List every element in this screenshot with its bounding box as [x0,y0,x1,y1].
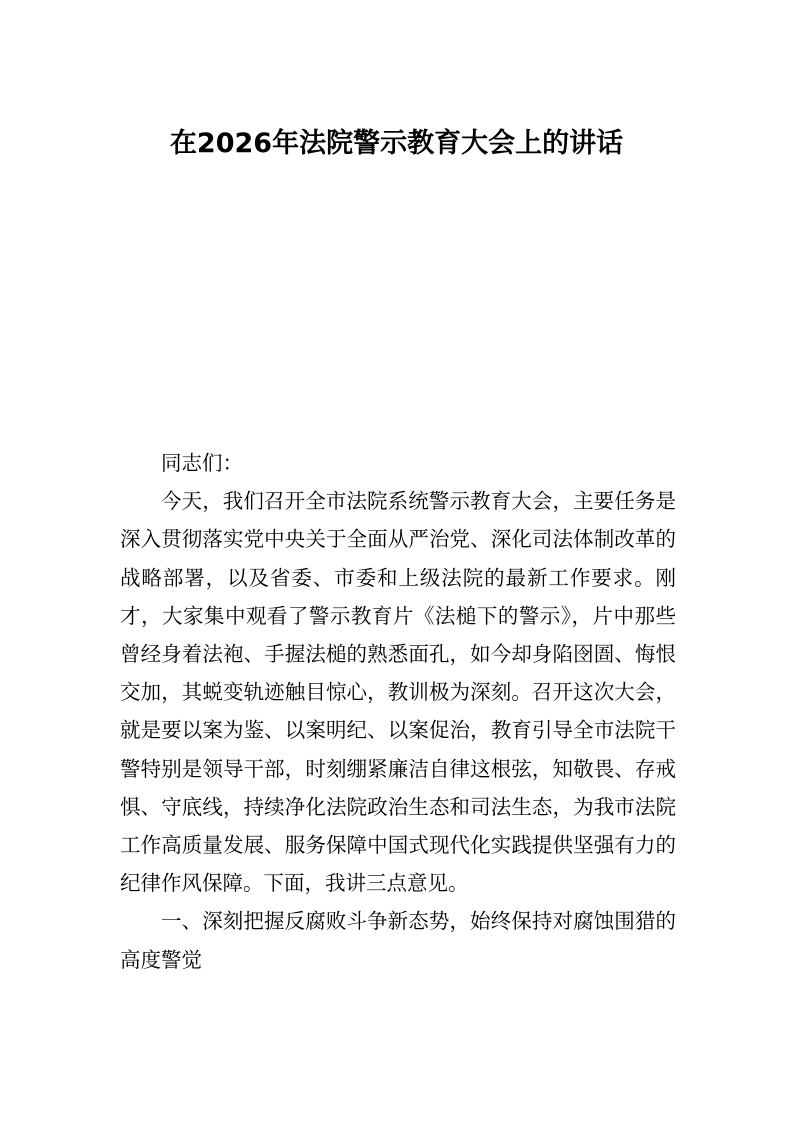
document-body [120,444,676,979]
section-heading-1: 一、深刻把握反腐败斗争新态势，始终保持对腐蚀围猎的高度警觉 [120,909,676,972]
opening-paragraph: 今天，我们召开全市法院系统警示教育大会，主要任务是深入贯彻落实党中央关于全面从严治党、深化司法体制改革的战略部署，以及省委、市委和上级法院的最新工作要求。刚才，大家集中观看了警示教育片《法槌下的警示》，片中那些曾经身着法袍、手握法槌的熟悉面孔，如今却身陷囹圄、悔恨交加，其蜕变轨迹触目惊心，教训极为深刻。召开这次大会，就是要以案为鉴、以案明纪、以案促治，教育引导全市法院干警特别是领导干部，时刻绷紧廉洁自律这根弦，知敬畏、存戒惧、守底线，持续净化法院政治生态和司法生态，为我市法院工作高质量发展、服务保障中国式现代化实践提供坚强有力的纪律作风保障。下面，我讲三点意见。 [120,489,676,896]
salutation: 同志们： [161,451,243,475]
document-title: 在2026年法院警示教育大会上的讲话 [169,128,624,159]
